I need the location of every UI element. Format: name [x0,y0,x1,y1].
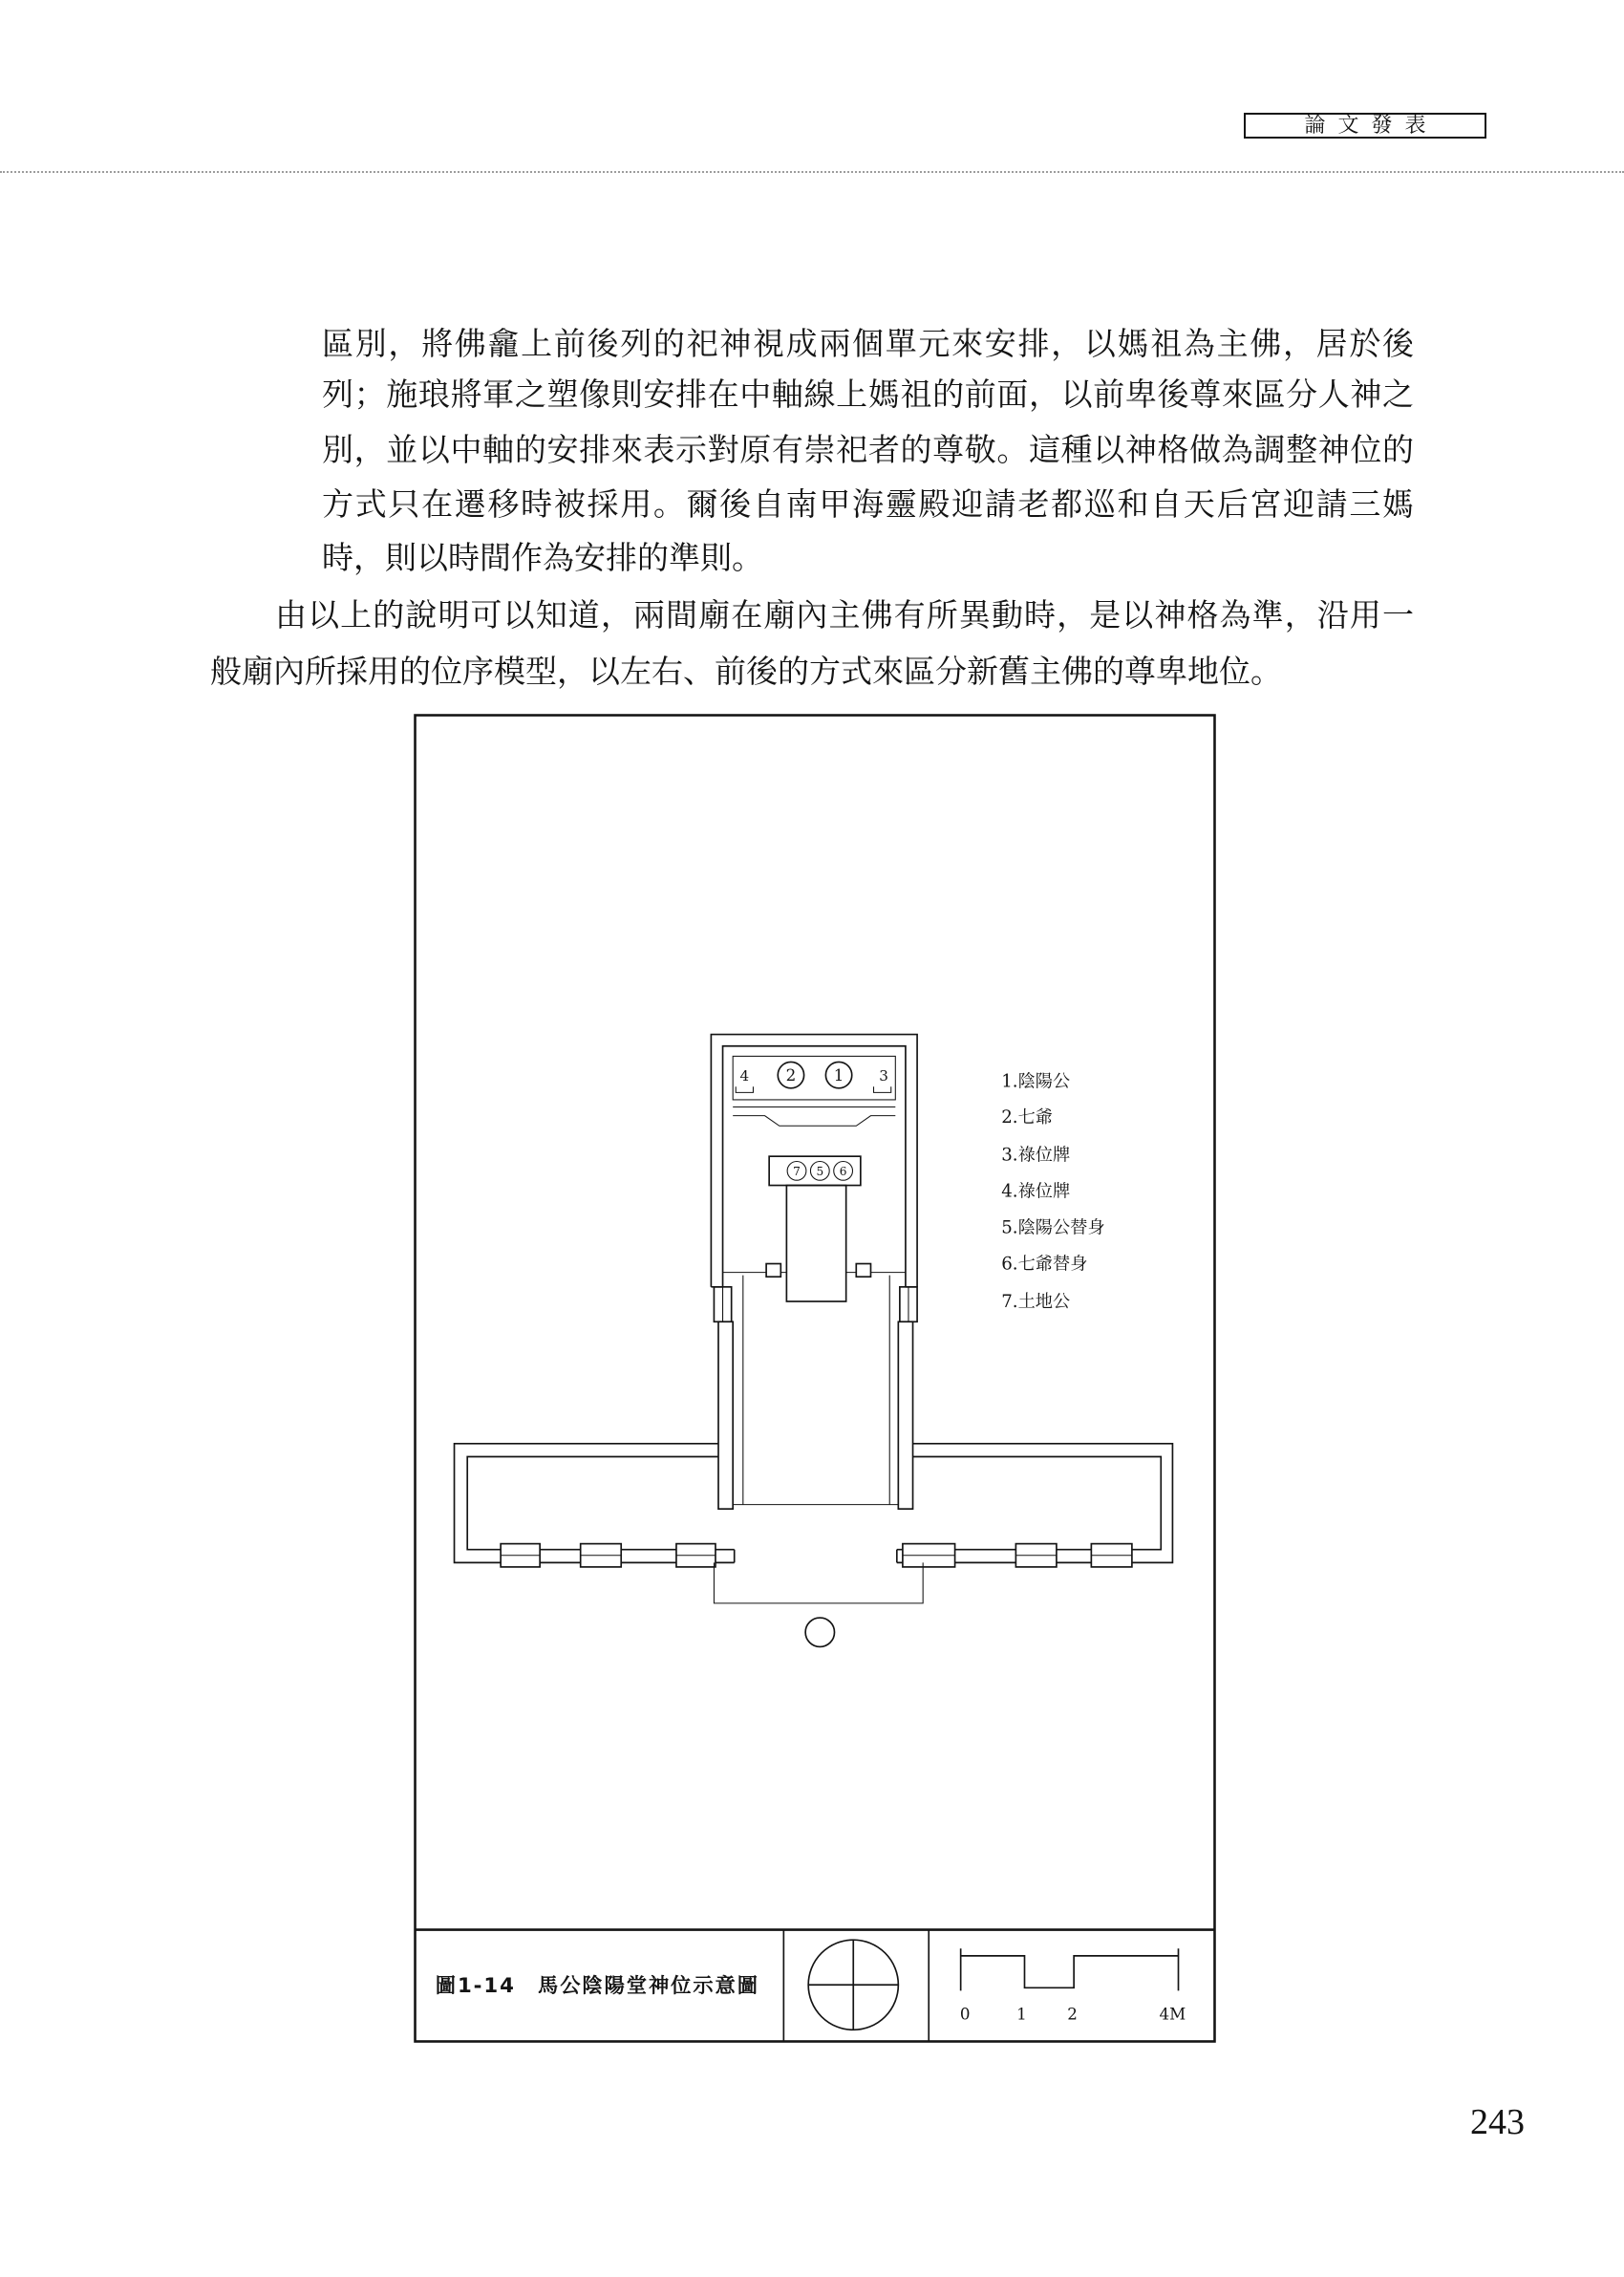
section-label-box [1244,113,1486,139]
legend-item: 6.七爺替身 [1001,1254,1088,1275]
header-dotted-rule [0,171,1624,173]
text-line: 時，則以時間作為安排的準則。 [322,539,763,576]
corridor-floor-lines [733,1276,898,1505]
tablet-4-base [736,1086,753,1092]
text-line: 由以上的說明可以知道，兩間廟在廟內主佛有所異動時，是以神格為準，沿用一 [275,596,1414,634]
scale-label: 4M [1159,2004,1186,2024]
table-marker-6: 6 [839,1164,847,1178]
main-altar [733,1056,895,1100]
scale-bar [960,1948,1186,2023]
front-porch-outline [714,1562,923,1603]
text-line: 方式只在遷移時被採用。爾後自南甲海靈殿迎請老都巡和自天后宮迎請三媽 [322,485,1414,523]
legend-item: 4.祿位牌 [1001,1181,1071,1202]
legend-item: 1.陰陽公 [1001,1071,1071,1092]
floor-plan-figure [414,714,1216,2043]
page-number: 243 [1470,2102,1525,2142]
rear-hall-inner-wall [723,1046,906,1287]
incense-burner [805,1618,834,1646]
tablet-3-base [874,1086,891,1092]
scale-bar-line [961,1948,1179,1990]
text-line: 別，並以中軸的安排來表示對原有崇祀者的尊敬。這種以神格做為調整神位的 [322,431,1414,468]
scale-label: 1 [1016,2004,1027,2024]
altar-marker-4: 4 [739,1067,750,1085]
altar-marker-3: 3 [879,1067,888,1085]
table-marker-5: 5 [816,1164,824,1178]
text-line: 區別，將佛龕上前後列的祀神視成兩個單元來安排，以媽祖為主佛，居於後 [322,325,1414,362]
scale-label: 0 [959,2004,971,2024]
altar-table-front [733,1107,895,1127]
figure-caption: 圖1-14 馬公陰陽堂神位示意圖 [435,1973,758,1998]
left-small-stand [766,1264,780,1278]
legend-item: 2.七爺 [1001,1107,1054,1128]
figure-frame [416,716,1215,2042]
corridor-right-wall [898,1321,912,1509]
altar-marker-2: 2 [785,1065,797,1085]
text-line: 列；施琅將軍之塑像則安排在中軸線上媽祖的前面，以前卑後尊來區分人神之 [322,376,1414,413]
right-wing-inner-wall [897,1457,1161,1550]
right-small-stand [856,1264,870,1278]
connecting-corridor [714,1276,917,1509]
long-offering-table [786,1186,845,1301]
compass-icon [808,1940,898,2030]
altar-marker-1: 1 [833,1065,844,1085]
left-wing-inner-wall [467,1457,734,1550]
section-label: 論文發表 [1304,113,1439,138]
corridor-left-wall [718,1321,733,1509]
front-windows [501,1544,1132,1567]
table-marker-7: 7 [793,1164,801,1178]
rear-hall [711,1035,917,1301]
front-hall [455,1444,1173,1647]
text-line: 般廟內所採用的位序模型，以左右、前後的方式來區分新舊主佛的尊卑地位。 [210,653,1282,690]
legend [1001,1071,1104,1312]
legend-item: 7.土地公 [1001,1292,1071,1313]
legend-item: 3.祿位牌 [1001,1145,1071,1166]
scale-label: 2 [1067,2004,1078,2024]
legend-item: 5.陰陽公替身 [1001,1217,1105,1238]
